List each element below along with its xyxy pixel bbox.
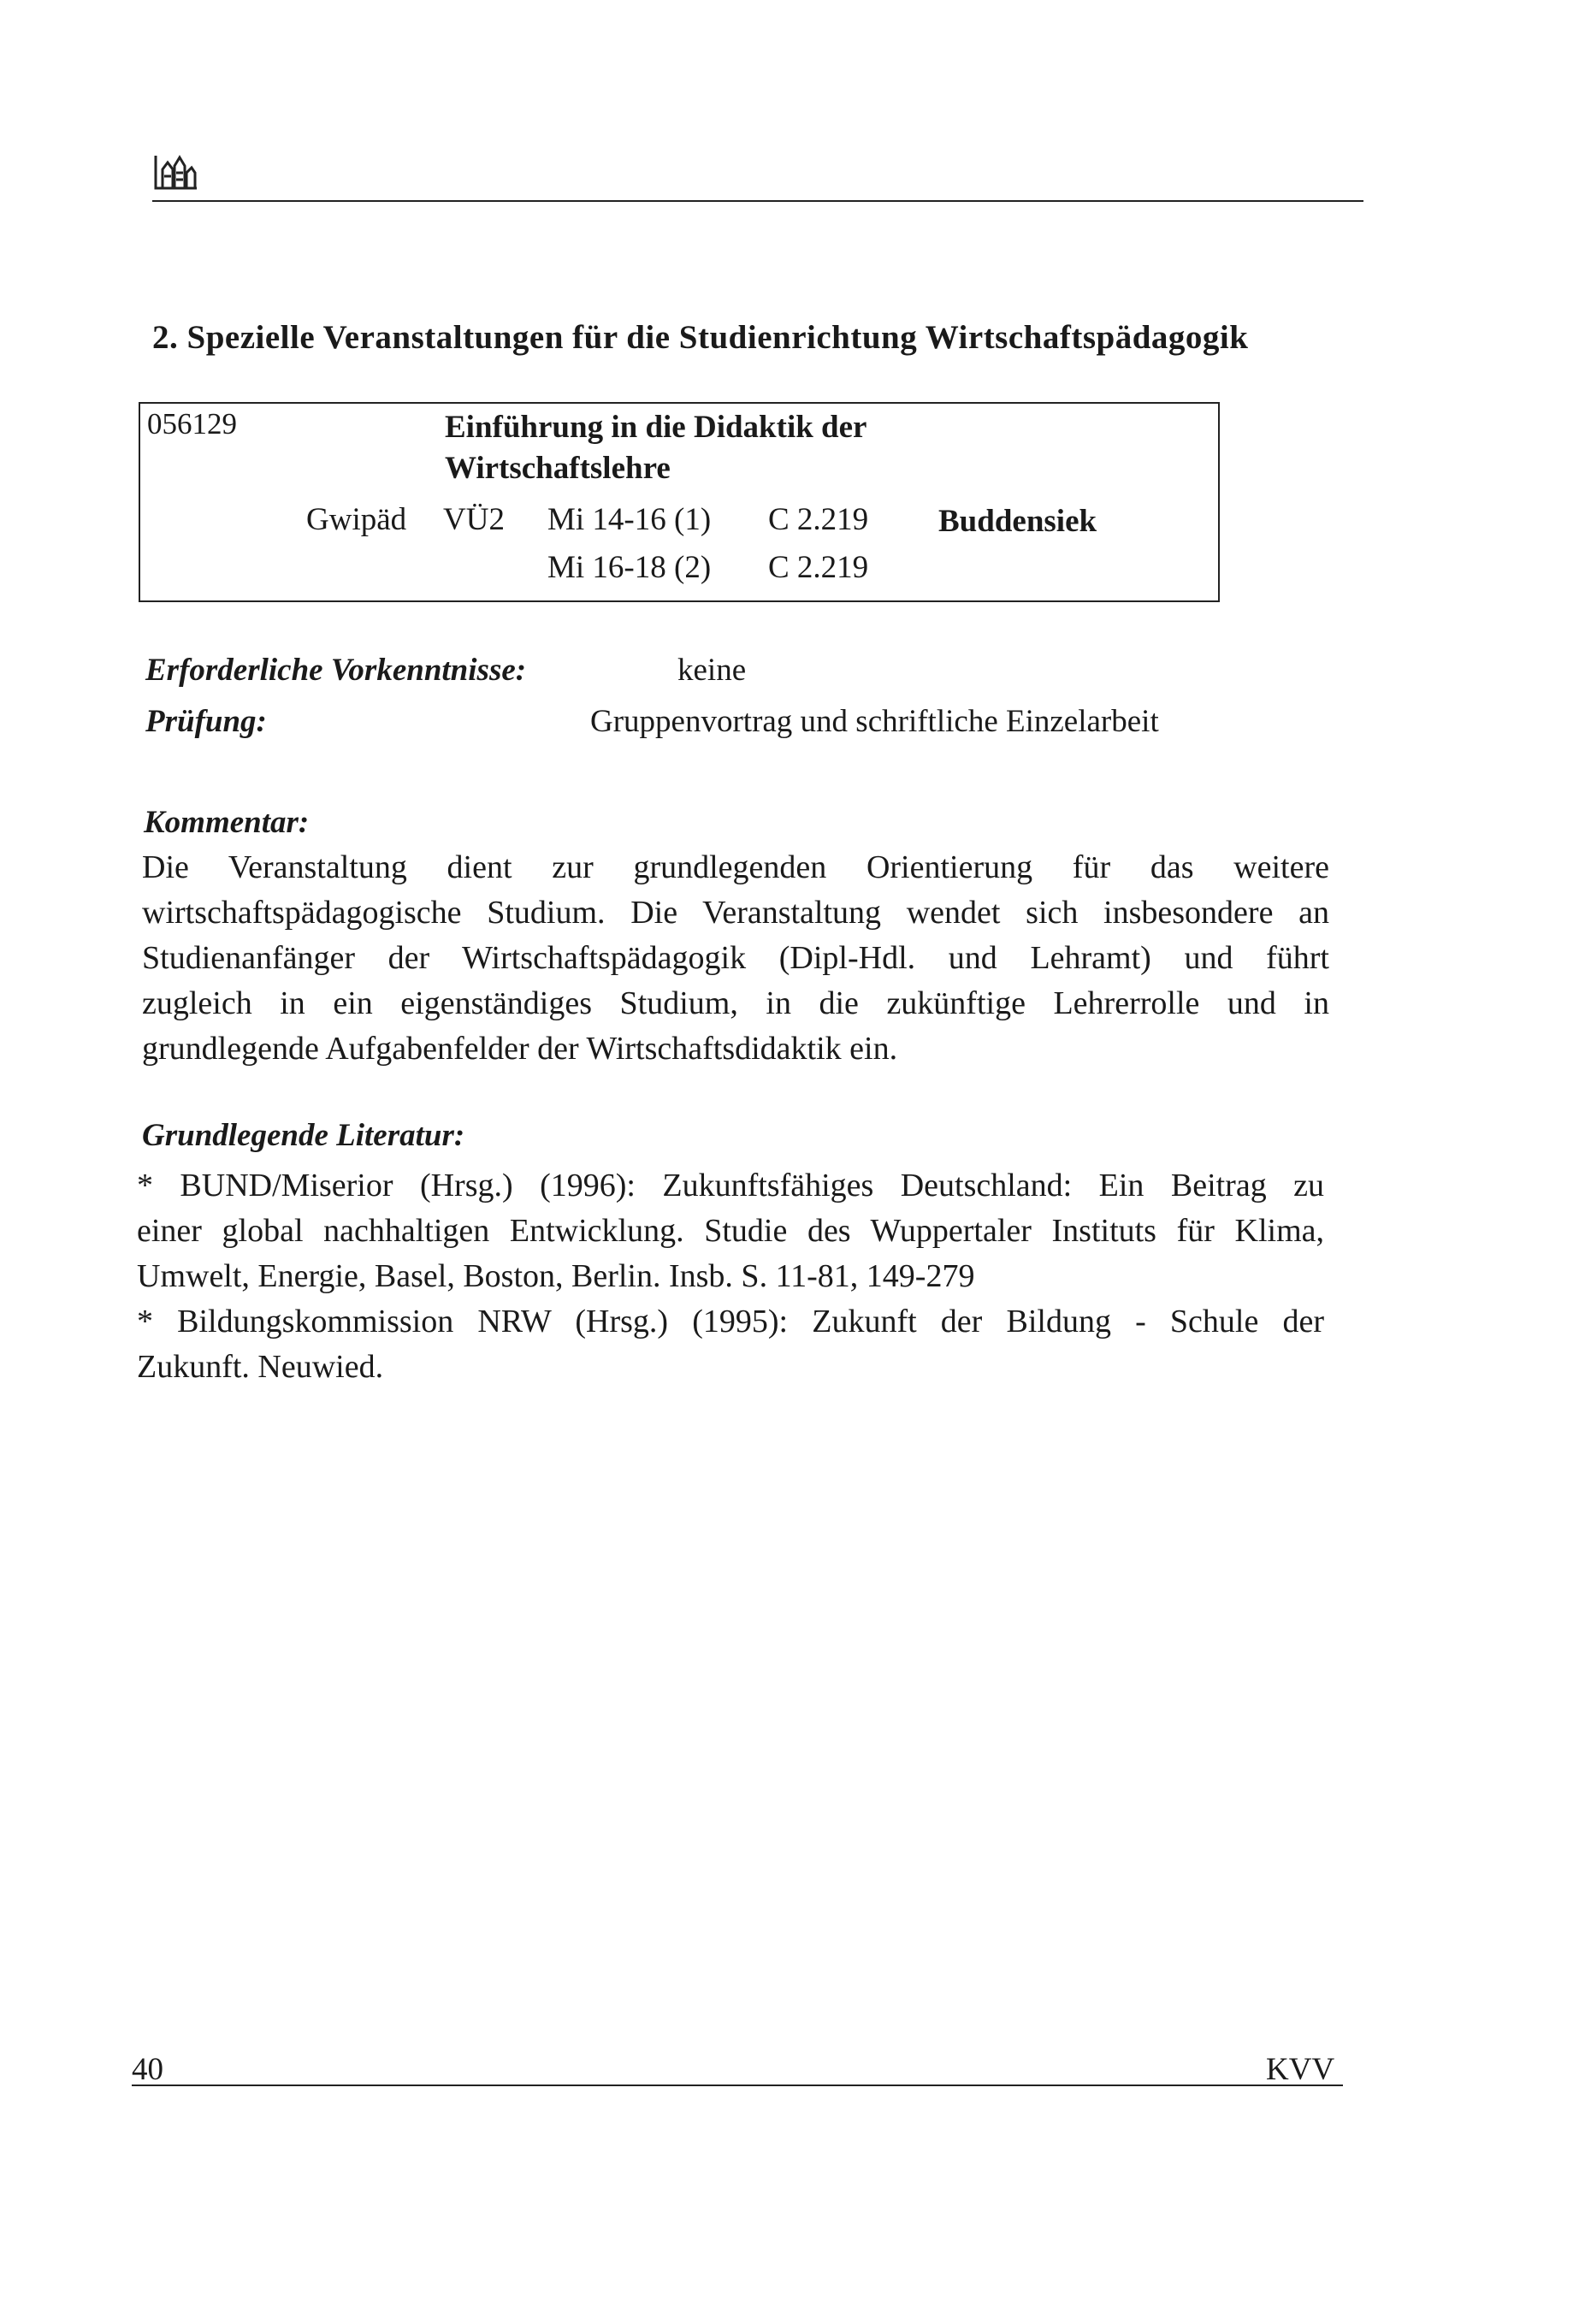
section-title: 2. Spezielle Veranstaltungen für die Studienrichtung Wirtschaftspädagogik — [152, 319, 1249, 356]
exam-label: Prüfung: — [145, 704, 267, 739]
footer-code: KVV — [1266, 2052, 1335, 2087]
commentary-heading: Kommentar: — [144, 805, 310, 840]
commentary-line: grundlegende Aufgabenfelder der Wirtschaftsdidaktik ein. — [142, 1031, 898, 1067]
literature-line: * Bildungskommission NRW (Hrsg.) (1995): Zukunft der Bildung - Schule der — [137, 1304, 1324, 1339]
footer-rule — [132, 2085, 1343, 2086]
course-type: VÜ2 — [443, 502, 505, 537]
session-room: C 2.219 — [768, 502, 869, 537]
course-program: Gwipäd — [306, 502, 407, 537]
university-logo-icon — [152, 151, 200, 193]
commentary-line: wirtschaftspädagogische Studium. Die Veranstaltung wendet sich insbesondere an — [142, 895, 1329, 931]
commentary-line: Studienanfänger der Wirtschaftspädagogik (Dipl-Hdl. und Lehramt) und führt — [142, 940, 1329, 976]
course-title-line-2: Wirtschaftslehre — [445, 451, 671, 486]
commentary-line: Die Veranstaltung dient zur grundlegenden Orientierung für das weitere — [142, 849, 1329, 885]
session-room: C 2.219 — [768, 550, 869, 585]
session-time: Mi 14-16 (1) — [547, 502, 712, 537]
session-time: Mi 16-18 (2) — [547, 550, 712, 585]
literature-line: Umwelt, Energie, Basel, Boston, Berlin. Insb. S. 11-81, 149-279 — [137, 1258, 975, 1294]
header-rule — [152, 200, 1363, 202]
literature-line: einer global nachhaltigen Entwicklung. Studie des Wuppertaler Instituts für Klima, — [137, 1213, 1324, 1249]
prerequisites-value: keine — [677, 653, 747, 688]
literature-list — [137, 1163, 1324, 1390]
page-number: 40 — [132, 2052, 163, 2087]
prerequisites-label: Erforderliche Vorkenntnisse: — [145, 653, 527, 688]
course-lecturer: Buddensiek — [938, 504, 1097, 539]
literature-line: Zukunft. Neuwied. — [137, 1349, 384, 1385]
course-title-line-1: Einführung in die Didaktik der — [445, 410, 867, 445]
commentary-line: zugleich in ein eigenständiges Studium, in die zukünftige Lehrerrolle und in — [142, 985, 1329, 1021]
literature-line: * BUND/Miserior (Hrsg.) (1996): Zukunftsfähiges Deutschland: Ein Beitrag zu — [137, 1168, 1324, 1203]
commentary-text — [142, 845, 1329, 1072]
course-number: 056129 — [147, 407, 237, 441]
exam-value: Gruppenvortrag und schriftliche Einzelarbeit — [590, 704, 1159, 739]
literature-heading: Grundlegende Literatur: — [142, 1118, 465, 1153]
